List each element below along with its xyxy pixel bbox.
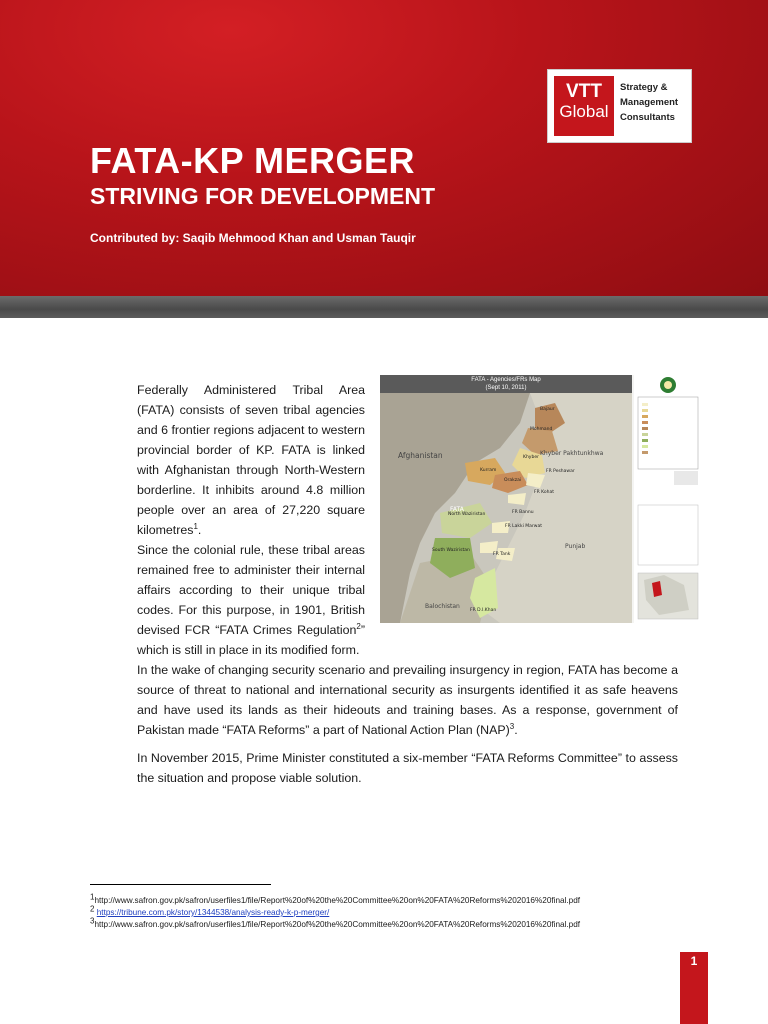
map-label-fr-lakki-marwat: FR Lakki Marwat	[505, 524, 542, 529]
map-label-afghanistan: Afghanistan	[398, 451, 443, 460]
paragraph-fata-overview	[137, 380, 365, 540]
map-graphic	[380, 393, 632, 623]
paragraph-security-threat-text: In the wake of changing security scenario and prevailing insurgency in region, FATA has become a source of threat to national and international security as insurgents identified it as safe heavens and have used its lands as their hideouts and training bases. As a response, government of Pakistan made “FATA Reforms” a part of National Action Plan (NAP)	[137, 663, 678, 737]
map-label-fr-tank: FR Tank	[493, 552, 511, 557]
paragraph-security-threat-end: .	[514, 723, 518, 737]
map-legend-graphic	[634, 375, 702, 623]
map-title-bar	[380, 375, 632, 393]
paragraph-reforms-committee: In November 2015, Prime Minister constituted a six-member “FATA Reforms Committee” to assess the situation and propose viable solution.	[137, 751, 678, 785]
map-label-north-waziristan: North Waziristan	[448, 512, 486, 517]
map-title: FATA - Agencies/FRs Map	[471, 377, 541, 383]
footnote-3-number: 3	[90, 916, 95, 926]
footnote-2	[90, 904, 330, 918]
paragraph-colonial-rule	[137, 540, 365, 660]
fata-map-image	[380, 375, 702, 623]
vtt-global-logo	[547, 69, 692, 143]
map-label-mohmand: Mohmand	[530, 427, 553, 432]
map-label-fr-peshawar: FR Peshawar	[546, 469, 575, 474]
map-label-kp: Khyber Pakhtunkhwa	[540, 450, 604, 457]
map-label-fr-kohat: FR Kohat	[534, 490, 554, 495]
footnote-ref-2[interactable]: 2	[356, 621, 361, 631]
paragraph-colonial-rule-text: Since the colonial rule, these tribal areas remained free to administer their internal affairs according to their unique tribal codes. For this purpose, in 1901, British devised FCR “FATA Crimes Regulation	[137, 543, 365, 637]
map-label-khyber: Khyber	[523, 455, 539, 460]
footnote-2-link[interactable]: https://tribune.com.pk/story/1344538/analysis-ready-k-p-merger/	[96, 908, 330, 917]
logo-tagline	[620, 80, 678, 125]
footnote-2-number: 2	[90, 904, 95, 914]
map-label-fata: FATA	[450, 506, 464, 513]
map-label-fr-bannu: FR Bannu	[512, 510, 534, 515]
map-label-south-waziristan: South Waziristan	[432, 548, 470, 553]
map-label-bajaur: Bajaur	[540, 407, 555, 412]
map-label-kurram: Kurram	[480, 468, 497, 473]
footnote-1-link[interactable]: http://www.safron.gov.pk/safron/userfiles1/file/Report%20of%20the%20Committee%20on%20FATA%20Reforms%202016%20final.pdf	[94, 896, 581, 905]
page-subtitle: STRIVING FOR DEVELOPMENT	[90, 183, 436, 209]
paragraph-colonial-rule-end: ” which is still in place in its modified form.	[137, 623, 365, 657]
footnote-ref-3[interactable]: 3	[509, 721, 515, 731]
logo-tagline-line3: Consultants	[620, 112, 675, 123]
footnote-separator	[90, 884, 271, 885]
logo-tagline-line1: Strategy &	[620, 82, 668, 93]
header-divider-band	[0, 296, 768, 318]
footnote-1-number: 1	[90, 892, 95, 902]
paragraph-fata-overview-text: Federally Administered Tribal Area (FATA) consists of seven tribal agencies and 6 frontier regions adjacent to western provincial border of KP. FATA is linked with Afghanistan through North-Western borderline. It inhibits around 4.8 million people over an area of 27,220 square kilometres	[137, 383, 365, 537]
footnote-ref-1[interactable]: 1	[193, 521, 198, 531]
map-label-punjab: Punjab	[565, 543, 586, 550]
footnote-1	[90, 892, 581, 906]
logo-mark-vtt: VTT	[566, 81, 602, 102]
map-label-orakzai: Orakzai	[504, 478, 522, 483]
logo-tagline-line2: Management	[620, 97, 679, 108]
map-date: (Sept 10, 2011)	[485, 385, 527, 391]
contributors-line: Contributed by: Saqib Mehmood Khan and Usman Tauqir	[90, 231, 416, 245]
footnote-3	[90, 916, 581, 930]
paragraph-fata-overview-end: .	[197, 523, 202, 537]
logo-mark-global: Global	[559, 102, 609, 121]
footnote-3-link[interactable]: http://www.safron.gov.pk/safron/userfiles1/file/Report%20of%20the%20Committee%20on%20FATA%20Reforms%202016%20final.pdf	[94, 920, 581, 929]
paragraph-security-threat	[137, 660, 678, 740]
page-number: 1	[690, 954, 698, 968]
logo-mark	[554, 76, 614, 136]
map-legend-panel	[634, 375, 702, 623]
map-label-balochistan: Balochistan	[425, 603, 460, 610]
map-label-fr-di-khan: FR D.I.Khan	[470, 608, 497, 613]
page-title: FATA-KP MERGER	[90, 140, 416, 181]
